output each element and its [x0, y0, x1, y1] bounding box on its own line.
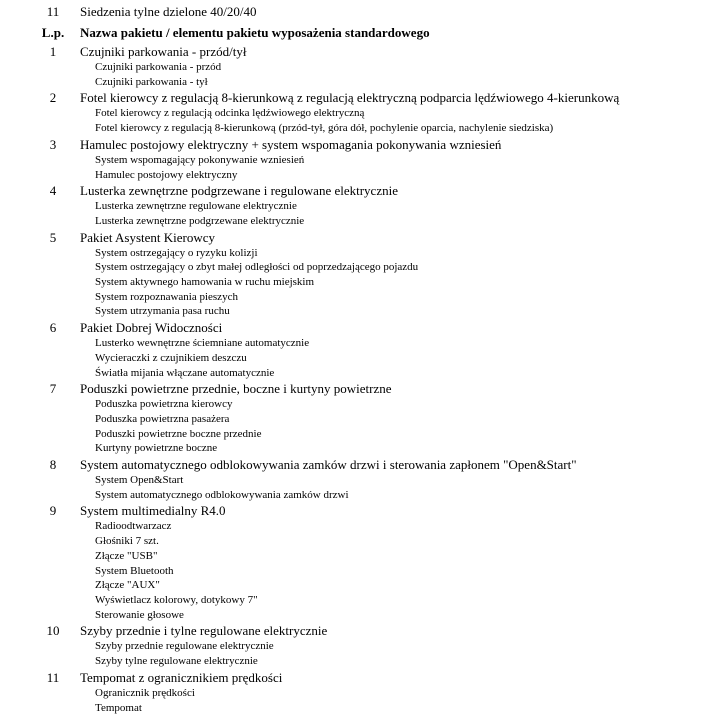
item-subitem: Lusterka zewnętrzne podgrzewane elektrycznie — [95, 214, 305, 227]
item-content — [78, 380, 705, 456]
item-number: 7 — [49, 381, 57, 397]
item-subitem: Wyświetlacz kolorowy, dotykowy 7" — [95, 593, 258, 606]
item-content — [78, 229, 705, 320]
item-content — [78, 502, 705, 622]
equipment-item-row — [0, 622, 705, 668]
item-title: Szyby przednie i tylne regulowane elektrycznie — [80, 623, 328, 639]
item-number: 5 — [49, 229, 57, 245]
carryover-item-number: 11 — [46, 4, 60, 19]
item-subitem: Czujniki parkowania - przód — [95, 61, 222, 73]
item-number: 6 — [49, 320, 57, 336]
item-subitem: Fotel kierowcy z regulacją odcinka lędźwiowego elektryczną — [95, 107, 365, 120]
item-subitem: Głośniki 7 szt. — [95, 535, 159, 548]
item-title: Czujniki parkowania - przód/tył — [80, 44, 247, 59]
item-subitem: Złącze "AUX" — [95, 579, 160, 592]
item-subitem: Ogranicznik prędkości — [95, 686, 195, 699]
item-subitem: Hamulec postojowy elektryczny — [95, 168, 238, 181]
item-title: Poduszki powietrzne przednie, boczne i kurtyny powietrzne — [80, 381, 392, 397]
item-title: Lusterka zewnętrzne podgrzewane i regulowane elektrycznie — [80, 183, 398, 199]
equipment-item-row — [0, 502, 705, 622]
item-subitem: Radioodtwarzacz — [95, 520, 172, 533]
item-content — [78, 319, 705, 380]
item-title: Tempomat z ogranicznikiem prędkości — [80, 669, 283, 685]
item-subitem: Złącze "USB" — [95, 549, 158, 562]
table-header-row — [0, 24, 705, 41]
equipment-item-row — [0, 229, 705, 320]
item-subitem: System automatycznego odblokowywania zamków drzwi — [95, 488, 349, 501]
equipment-items-list — [0, 43, 705, 715]
item-content — [78, 456, 705, 502]
item-number: 10 — [46, 623, 60, 639]
item-content — [78, 182, 705, 228]
item-subitem: Sterowanie głosowe — [95, 608, 184, 621]
item-content — [78, 669, 705, 715]
equipment-item-row — [0, 182, 705, 228]
item-number: 2 — [49, 90, 57, 106]
equipment-item-row — [0, 456, 705, 502]
item-subitem: Poduszki powietrzne boczne przednie — [95, 427, 262, 440]
item-subitem: System ostrzegający o zbyt małej odległości od poprzedzającego pojazdu — [95, 261, 419, 274]
item-content — [78, 136, 705, 182]
item-title: Hamulec postojowy elektryczny + system wspomagania pokonywania wzniesień — [80, 136, 502, 152]
item-title: Pakiet Dobrej Widoczności — [80, 320, 223, 336]
item-title: Fotel kierowcy z regulacją 8-kierunkową z regulacją elektryczną podparcia lędźwiowego 4-kierunkową — [80, 90, 620, 106]
item-content — [78, 43, 705, 89]
equipment-item-row — [0, 669, 705, 715]
item-subitem: Poduszka powietrzna pasażera — [95, 412, 230, 425]
item-title: System multimedialny R4.0 — [80, 503, 226, 519]
item-subitem: System Bluetooth — [95, 564, 174, 577]
item-number: 3 — [49, 136, 57, 152]
equipment-item-row — [0, 136, 705, 182]
header-name-column: Nazwa pakietu / elementu pakietu wyposażenia standardowego — [80, 25, 430, 40]
item-subitem: Szyby przednie regulowane elektrycznie — [95, 640, 274, 653]
equipment-item-row — [0, 89, 705, 135]
item-subitem: Poduszka powietrzna kierowcy — [95, 398, 233, 411]
header-lp-column: L.p. — [41, 25, 65, 40]
item-number: 8 — [49, 457, 57, 473]
item-subitem: System utrzymania pasa ruchu — [95, 305, 230, 318]
item-number: 9 — [49, 503, 57, 519]
item-subitem: System Open&Start — [95, 474, 184, 487]
item-number: 11 — [46, 669, 60, 685]
item-title: Pakiet Asystent Kierowcy — [80, 229, 216, 245]
equipment-item-row — [0, 380, 705, 456]
item-subitem: Czujniki parkowania - tył — [95, 75, 208, 88]
equipment-item-row — [0, 43, 705, 89]
item-number: 1 — [49, 44, 57, 59]
item-subitem: System rozpoznawania pieszych — [95, 290, 238, 303]
item-subitem: System wspomagający pokonywanie wzniesień — [95, 153, 305, 166]
item-subitem: Kurtyny powietrzne boczne — [95, 442, 218, 455]
item-content — [78, 622, 705, 668]
item-subitem: System ostrzegający o ryzyku kolizji — [95, 246, 258, 259]
carryover-item-row — [0, 3, 705, 20]
item-subitem: Lusterko wewnętrzne ściemniane automatycznie — [95, 337, 310, 350]
item-subitem: Fotel kierowcy z regulacją 8-kierunkową (przód-tył, góra dół, pochylenie oparcia, nachylenie siedziska) — [95, 122, 554, 135]
item-subitem: Szyby tylne regulowane elektrycznie — [95, 655, 258, 668]
item-subitem: Tempomat — [95, 701, 142, 714]
equipment-item-row — [0, 319, 705, 380]
item-subitem: Wycieraczki z czujnikiem deszczu — [95, 351, 247, 364]
item-subitem: Światła mijania włączane automatycznie — [95, 366, 275, 379]
item-number: 4 — [49, 183, 57, 199]
item-subitem: Lusterka zewnętrzne regulowane elektrycznie — [95, 200, 297, 213]
carryover-item-title: Siedzenia tylne dzielone 40/20/40 — [80, 4, 257, 19]
item-title: System automatycznego odblokowywania zamków drzwi i sterowania zapłonem "Open&Start" — [80, 457, 577, 473]
item-content — [78, 89, 705, 135]
carryover-item-content — [78, 3, 705, 20]
item-subitem: System aktywnego hamowania w ruchu miejskim — [95, 276, 315, 289]
